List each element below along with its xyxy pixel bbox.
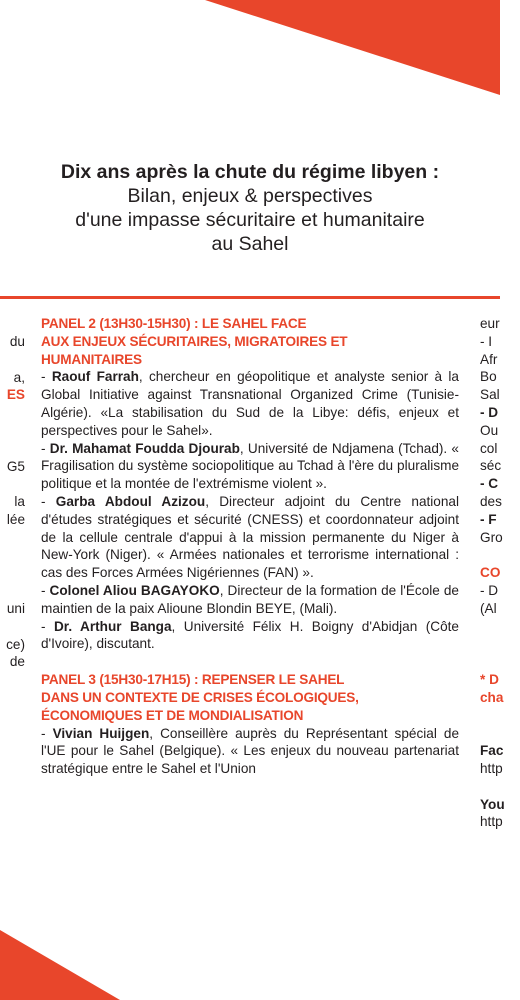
cut-off-text-fragment: séc [480, 458, 502, 474]
cut-off-text-fragment [0, 475, 25, 493]
cut-off-text-fragment [0, 440, 25, 458]
cut-off-text-fragment: (Al [480, 600, 497, 616]
cut-off-text-fragment: uni [6, 600, 25, 616]
title-line-3: d'une impasse sécuritaire et humanitaire [75, 209, 425, 231]
speaker-detail: , Conseillère auprès du Représentant spécial de l'UE pour le Sahel (Belgique). « Les enjeux du nouveau partenariat stratégique entre le Sahel et l'Union [41, 725, 459, 777]
speaker-entry: - Garba Abdoul Azizou, Directeur adjoint du Centre national d'études stratégiques et sécurité (CNESS) et coordonnateur adjoint de la cellule centrale d'appui à la mission permanente du Niger à New-York (Niger). « Armées nationales et terrorisme international : cas des Forces Armées Nigériennes (FAN) ». [41, 493, 460, 581]
divider-rule [0, 296, 500, 299]
title-line-2: Bilan, enjeux & perspectives [127, 185, 373, 207]
bottom-left-triangle [0, 930, 120, 1000]
panel-3-heading [41, 671, 459, 724]
panel-2-heading-line: HUMANITAIRES [41, 351, 142, 367]
cut-off-text-fragment: - D [480, 582, 499, 598]
cut-off-text-fragment: Sal [480, 387, 500, 403]
cut-off-text-fragment: * D [480, 671, 499, 687]
speaker-name: Raouf Farrah [51, 369, 139, 385]
speaker-detail: , Directeur de la formation de l'École de maintien de la paix Alioune Blondin BEYE, (Mali). [41, 582, 459, 616]
panel-3-heading-line: PANEL 3 (15H30-17H15) : REPENSER LE SAHEL [41, 672, 345, 688]
cut-off-text-fragment: CO [480, 565, 501, 581]
speaker-detail: , chercheur en géopolitique et analyste senior à la Global Initiative against Transnational Organized Crime (Tunisie-Algérie). «La stabilisation du Sud de la Libye: défis, enjeux et perspectives pour le Sahel». [41, 369, 459, 438]
cut-off-text-fragment [0, 529, 25, 547]
cut-off-text-fragment [0, 404, 25, 422]
speaker-name: Dr. Mahamat Foudda Djourab [49, 440, 240, 456]
speaker-detail: , Université Félix H. Boigny d'Abidjan (Côte d'Ivoire), discutant. [41, 618, 459, 652]
cut-off-text-fragment: Bo [480, 369, 497, 385]
cut-off-text-fragment: - C [480, 476, 499, 492]
cut-off-text-fragment: Afr [480, 351, 498, 367]
cut-off-text-fragment [480, 778, 520, 796]
cut-off-text-fragment: - D [480, 404, 499, 420]
speaker-name: Vivian Huijgen [52, 725, 150, 741]
cut-off-text-fragment [0, 582, 25, 600]
cut-off-text-fragment: http [480, 760, 503, 776]
panel-2-heading-line: PANEL 2 (13H30-15H30) : LE SAHEL FACE [41, 316, 307, 331]
cut-off-text-fragment: Gro [480, 529, 503, 545]
cut-off-text-fragment: Fac [480, 743, 504, 759]
cut-off-text-fragment: http [480, 814, 503, 830]
cut-off-text-fragment [0, 618, 25, 636]
cut-off-text-fragment: ES [6, 387, 25, 403]
spacer [41, 653, 459, 671]
cut-off-text-fragment: a, [13, 369, 25, 385]
cut-off-text-fragment: eur [480, 316, 500, 331]
cut-off-text-fragment [480, 635, 520, 653]
title-line-1: Dix ans après la chute du régime libyen : [60, 161, 440, 183]
cut-off-text-fragment: des [480, 493, 502, 509]
cut-off-text-fragment [480, 546, 520, 564]
cut-off-text-fragment: lée [6, 511, 25, 527]
left-column-cut-off [0, 333, 25, 671]
cut-off-text-fragment: You [480, 796, 505, 812]
cut-off-text-fragment: de [9, 654, 25, 670]
cut-off-text-fragment [0, 564, 25, 582]
speaker-detail: , Directeur adjoint du Centre national d'études stratégiques et sécurité (CNESS) et coordonnateur adjoint de la cellule centrale d'appui à la mission permanente du Niger à New-York (Niger). « Armées nationales et terrorisme international : cas des Forces Armées Nigériennes (FAN) ». [41, 493, 460, 581]
cut-off-text-fragment [480, 618, 520, 636]
cut-off-text-fragment: G5 [6, 458, 25, 474]
cut-off-text-fragment: la [14, 494, 25, 510]
right-column-cut-off [480, 315, 520, 831]
speaker-entry: - Raouf Farrah, chercheur en géopolitique et analyste senior à la Global Initiative against Transnational Organized Crime (Tunisie-Algérie). «La stabilisation du Sud de la Libye: défis, enjeux et perspectives pour le Sahel». [41, 369, 459, 438]
speaker-entry: - Dr. Mahamat Foudda Djourab, Université de Ndjamena (Tchad). « Fragilisation du système sociopolitique au Tchad à l'ère du pluralisme politique et la montée de l'extrémisme violent ». [41, 440, 459, 492]
program-column [41, 315, 459, 778]
cut-off-text-fragment: Ou [480, 422, 499, 438]
speaker-name: Colonel Aliou BAGAYOKO [49, 582, 220, 598]
cut-off-text-fragment: ce) [6, 636, 25, 652]
speaker-name: Dr. Arthur Banga [53, 618, 172, 634]
panel-3-heading-line: ÉCONOMIQUES ET DE MONDIALISATION [41, 707, 304, 723]
panel-2-heading-line: AUX ENJEUX SÉCURITAIRES, MIGRATOIRES ET [41, 333, 348, 349]
cut-off-text-fragment: col [480, 440, 498, 456]
cut-off-text-fragment [480, 653, 520, 671]
speaker-entry: - Vivian Huijgen, Conseillère auprès du Représentant spécial de l'UE pour le Sahel (Belgique). « Les enjeux du nouveau partenariat stratégique entre le Sahel et l'Union [41, 725, 459, 777]
cut-off-text-fragment: - I [480, 333, 493, 349]
cut-off-text-fragment: cha [480, 689, 504, 705]
cut-off-text-fragment [0, 422, 25, 440]
cut-off-text-fragment [0, 547, 25, 565]
cut-off-text-fragment [480, 707, 520, 725]
speaker-detail: , Université de Ndjamena (Tchad). « Fragilisation du système sociopolitique au Tchad à l'ère du pluralisme politique et la montée de l'extrémisme violent ». [41, 440, 459, 492]
cut-off-text-fragment [480, 724, 520, 742]
cut-off-text-fragment: - F [480, 511, 497, 527]
speaker-entry: - Dr. Arthur Banga, Université Félix H. Boigny d'Abidjan (Côte d'Ivoire), discutant. [41, 618, 459, 652]
page-title [0, 160, 500, 256]
panel-3-heading-line: DANS UN CONTEXTE DE CRISES ÉCOLOGIQUES, [41, 689, 359, 705]
speaker-name: Garba Abdoul Azizou [55, 493, 206, 509]
top-right-triangle [205, 0, 500, 95]
speaker-entry: - Colonel Aliou BAGAYOKO, Directeur de la formation de l'École de maintien de la paix Alioune Blondin BEYE, (Mali). [41, 582, 459, 616]
cut-off-text-fragment: du [9, 334, 25, 349]
cut-off-text-fragment [0, 351, 25, 369]
panel-2-heading [41, 315, 459, 368]
title-line-4: au Sahel [211, 233, 289, 255]
